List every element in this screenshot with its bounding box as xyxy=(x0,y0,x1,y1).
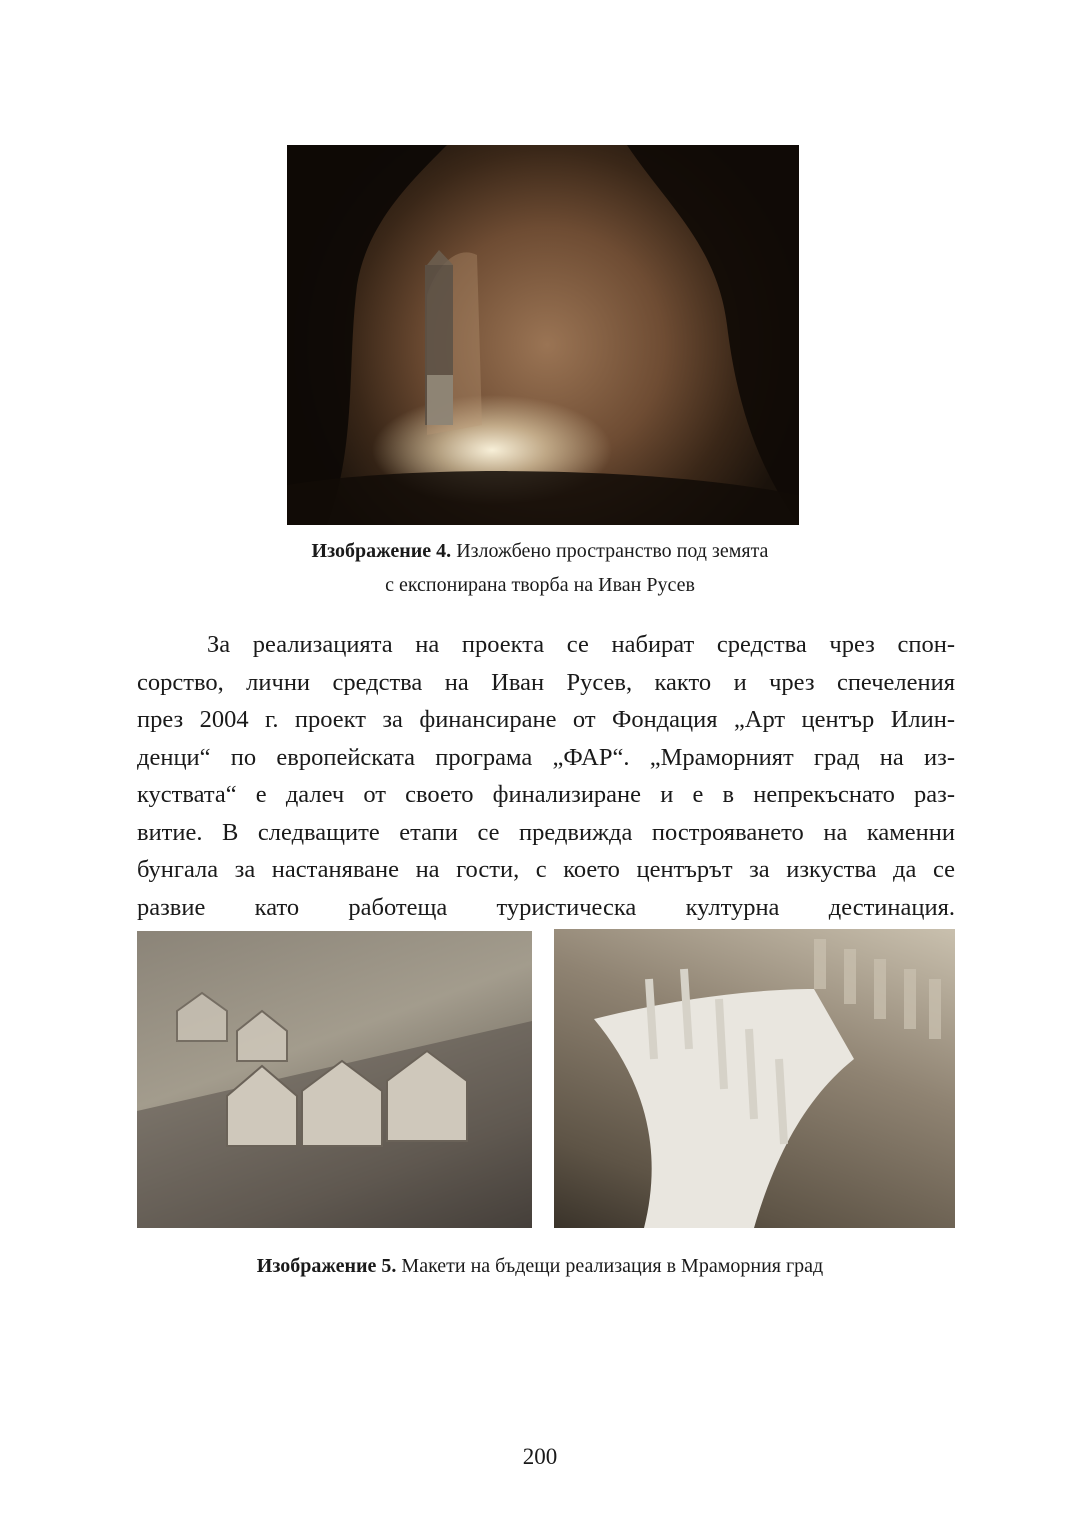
paragraph-line: куствата“ е далеч от своето финализиране и е в непрекъснато раз- xyxy=(137,781,955,808)
figure-5-photo-right xyxy=(554,929,955,1228)
figure-4-caption-line1: Изложбено пространство под земята xyxy=(456,540,769,562)
figure-4-caption xyxy=(0,534,1080,568)
body-paragraph xyxy=(137,626,955,926)
figure-5-photo-left xyxy=(137,931,532,1228)
paragraph-line: денци“ по европейската програма „ФАР“. „Мраморният град на из- xyxy=(137,743,955,771)
paragraph-line: сорство, лични средства на Иван Русев, както и чрез спечеления xyxy=(137,668,955,696)
page-number: 200 xyxy=(522,1444,558,1469)
figure-4-photo xyxy=(287,145,799,525)
figure-5-caption-text: Макети на бъдещи реализация в Мраморния град xyxy=(401,1255,824,1277)
paragraph-line: За реализацията на проекта се набират средства чрез спон- xyxy=(207,631,955,658)
figure-5-caption xyxy=(0,1249,1080,1283)
figure-5-label: Изображение 5. xyxy=(256,1255,397,1277)
paragraph-line: през 2004 г. проект за финансиране от Фондация „Арт център Илин- xyxy=(137,706,955,733)
figure-4-label: Изображение 4. xyxy=(311,540,452,562)
paragraph-line: витие. В следващите етапи се предвижда построяването на каменни xyxy=(137,818,955,846)
paragraph-line: бунгала за настаняване на гости, с което центърът за изкуства да се xyxy=(137,856,955,883)
figure-4-caption-line2: с експонирана творба на Иван Русев xyxy=(385,574,695,596)
paragraph-line: развие като работеща туристическа културна дестинация. xyxy=(137,893,955,921)
